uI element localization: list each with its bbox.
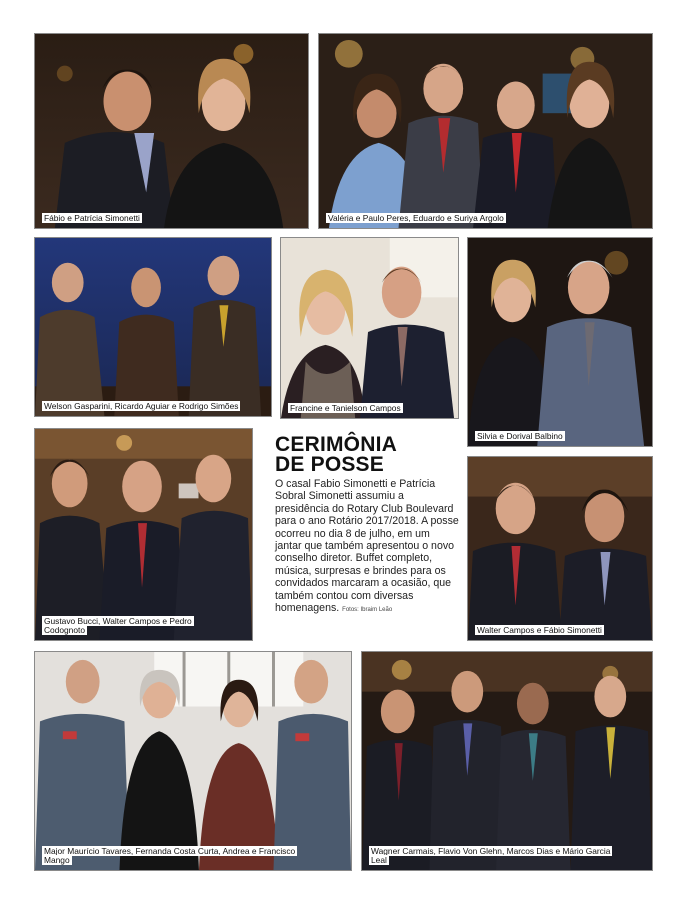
photo-image [468,238,652,446]
photo-carmais-glehn-dias-leal [361,651,653,871]
article-title: CERIMÔNIA DE POSSE [275,433,397,476]
article-body [275,478,459,616]
photo-caption: Silvia e Dorival Balbino [477,430,563,441]
photo-campos-simonetti [467,456,653,641]
photo-image [319,34,652,228]
photo-fabio-patricia [34,33,309,229]
photo-caption: Walter Campos e Fábio Simonetti [477,624,602,635]
photo-silvia-dorival [467,237,653,447]
article [275,435,459,616]
photo-caption: Welson Gasparini, Ricardo Aguiar e Rodrigo Simões [44,400,239,411]
photo-caption: Francine e Tanielson Campos [290,402,401,413]
photo-peres-argolo [318,33,653,229]
photo-caption: Major Maurício Tavares, Fernanda Costa Curta, Andrea e Francisco Mango [44,845,296,865]
photo-francine-tanielson [280,237,459,419]
photo-image [35,429,252,640]
photo-caption: Valéria e Paulo Peres, Eduardo e Suriya Argolo [328,212,504,223]
photo-image [362,652,652,870]
photo-caption: Wagner Carmais, Flavio Von Glehn, Marcos Dias e Mário Garcia Leal [371,845,611,865]
photo-credit: Fotos: Ibraim Leão [342,607,393,614]
photo-gasparini-aguiar-simoes [34,237,272,417]
article-body-text: O casal Fabio Simonetti e Patrícia Sobral Simonetti assumiu a presidência do Rotary Club Boulevard para o ano Rotário 2017/2018. A posse ocorreu no dia 8 de julho, em um jantar que também apresentou o novo conselho diretor. Buffet completo, música, surpresas e brindes para os convidados marcaram a ocasião, que também contou com diversas homenagens. [275,478,459,615]
photo-caption: Gustavo Bucci, Walter Campos e Pedro Codognoto [44,615,192,635]
photo-bucci-campos-codognoto [34,428,253,641]
photo-image [35,652,351,870]
photo-image [35,34,308,228]
photo-image [281,238,458,418]
photo-tavares-curta-mango [34,651,352,871]
photo-image [35,238,271,416]
photo-caption: Fábio e Patrícia Simonetti [44,212,140,223]
photo-image [468,457,652,640]
